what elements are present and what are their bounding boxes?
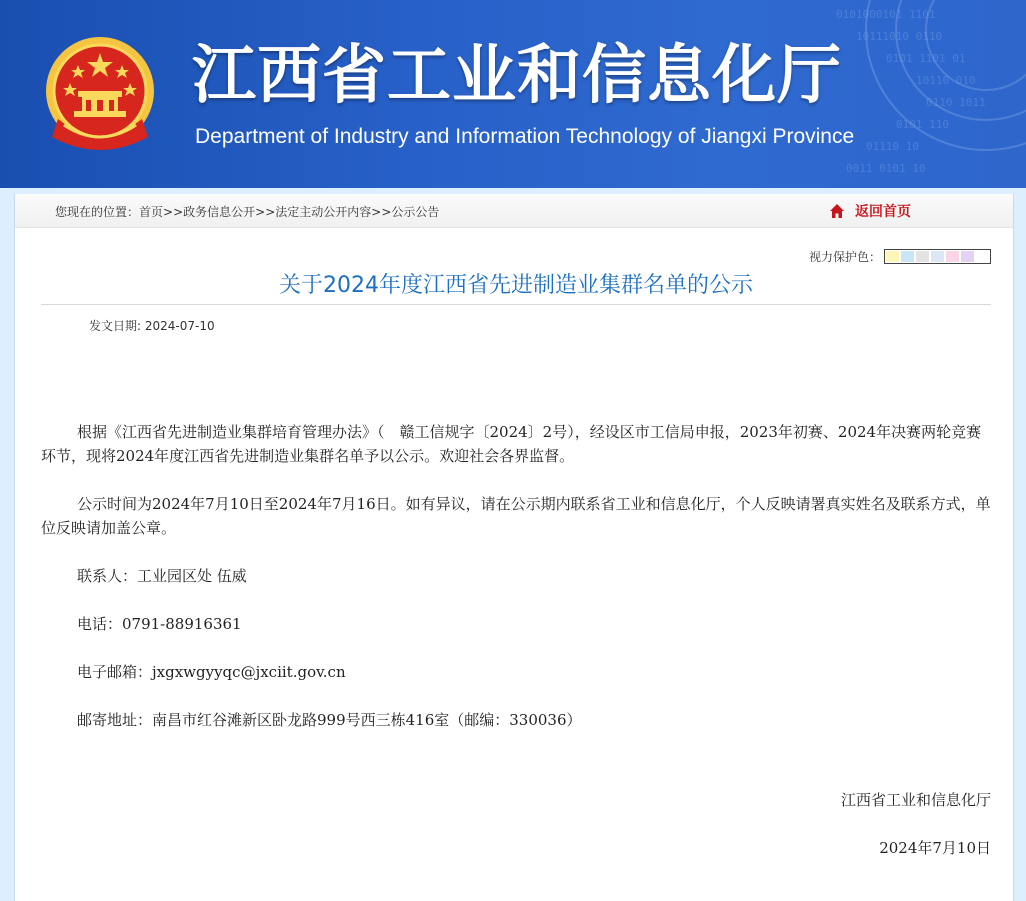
color-swatch-purple[interactable] xyxy=(961,251,974,262)
contact-address: 邮寄地址：南昌市红谷滩新区卧龙路999号西三栋416室（邮编：330036） xyxy=(77,711,582,729)
vision-protect-label: 视力保护色： xyxy=(808,250,881,264)
publish-date-label: 发文日期: xyxy=(89,319,142,333)
publish-date-value: 2024-07-10 xyxy=(144,319,215,333)
color-swatch-blue[interactable] xyxy=(901,251,914,262)
article-body xyxy=(41,420,991,860)
contact-person: 联系人：工业园区处 伍威 xyxy=(77,567,247,585)
title-divider xyxy=(41,304,991,305)
publish-date xyxy=(89,317,215,334)
vision-protect-selector xyxy=(809,248,991,265)
color-swatch-lightblue[interactable] xyxy=(931,251,944,262)
breadcrumb-item-home[interactable]: 首页 xyxy=(139,205,164,219)
svg-text:10110 010: 10110 010 xyxy=(916,74,976,87)
svg-text:0101000101 1101: 0101000101 1101 xyxy=(836,8,936,21)
color-swatch-gray[interactable] xyxy=(916,251,929,262)
breadcrumb-item-notices[interactable]: 公示公告 xyxy=(391,205,440,219)
color-swatch-white[interactable] xyxy=(976,251,989,262)
breadcrumb-separator: >> xyxy=(371,205,392,219)
breadcrumb-item-gov-info[interactable]: 政务信息公开 xyxy=(183,205,256,219)
header-banner xyxy=(0,0,1026,188)
breadcrumb-prefix: 您现在的位置： xyxy=(55,205,140,219)
breadcrumb-separator: >> xyxy=(255,205,276,219)
main-panel xyxy=(14,194,1014,901)
breadcrumb-bar xyxy=(15,194,1013,228)
article-paragraph: 根据《江西省先进制造业集群培育管理办法》（ 赣工信规字〔2024〕2号），经设区市工信局申报，2023年初赛、2024年决赛两轮竞赛环节，现将2024年度江西省先进制造业集群名单予以公示。欢迎社会各界监督。 xyxy=(41,423,982,465)
svg-text:0011 0101 10: 0011 0101 10 xyxy=(846,162,926,175)
signature-organization: 江西省工业和信息化厅 xyxy=(840,791,991,809)
color-swatches xyxy=(884,249,991,264)
svg-text:10111010 0110: 10111010 0110 xyxy=(856,30,943,43)
return-home-link[interactable] xyxy=(829,201,911,221)
color-swatch-yellow[interactable] xyxy=(886,251,899,262)
article-title: 关于2024年度江西省先进制造业集群名单的公示 xyxy=(279,273,753,298)
breadcrumb-item-statutory[interactable]: 法定主动公开内容 xyxy=(275,205,372,219)
svg-text:0110 1011: 0110 1011 xyxy=(926,96,986,109)
breadcrumb-separator: >> xyxy=(163,205,184,219)
return-home-label: 返回首页 xyxy=(855,204,911,220)
breadcrumb xyxy=(55,203,439,220)
site-title: 江西省工业和信息化厅 xyxy=(192,38,842,113)
contact-email: 电子邮箱：jxgxwgyyqc@jxciit.gov.cn xyxy=(77,663,346,681)
national-emblem-icon xyxy=(44,35,156,155)
contact-phone: 电话：0791-88916361 xyxy=(77,615,242,633)
svg-text:01110 10: 01110 10 xyxy=(866,140,919,153)
svg-text:0101 110: 0101 110 xyxy=(896,118,949,131)
svg-text:0101 1101 01: 0101 1101 01 xyxy=(886,52,966,65)
article-paragraph: 公示时间为2024年7月10日至2024年7月16日。如有异议，请在公示期内联系省工业和信息化厅，个人反映请署真实姓名及联系方式，单位反映请加盖公章。 xyxy=(41,495,991,537)
home-icon xyxy=(829,203,845,219)
site-subtitle: Department of Industry and Information Technology of Jiangxi Province xyxy=(195,125,855,148)
color-swatch-pink[interactable] xyxy=(946,251,959,262)
signature-date: 2024年7月10日 xyxy=(879,839,991,857)
